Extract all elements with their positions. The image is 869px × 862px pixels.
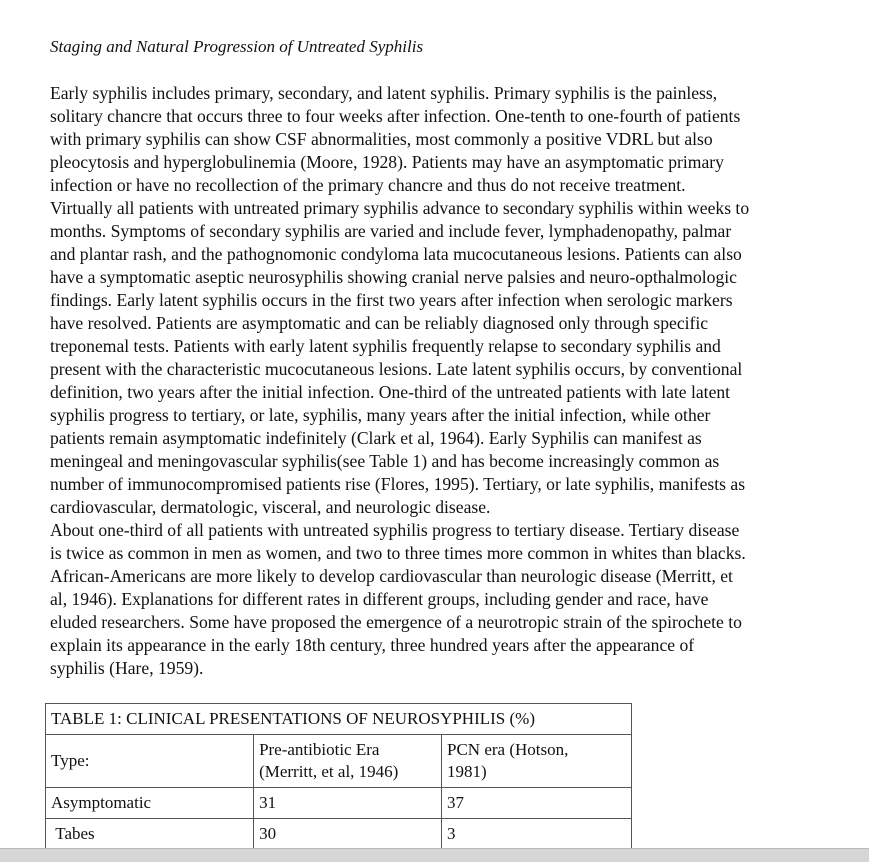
text-line: is twice as common in men as women, and two to three times more common in whites than blacks. <box>50 543 746 563</box>
text-line: eluded researchers. Some have proposed the emergence of a neurotropic strain of the spirochete to <box>50 612 742 632</box>
table-row <box>46 819 632 850</box>
text-line: findings. Early latent syphilis occurs in the first two years after infection when serologic markers <box>50 290 733 310</box>
text-line: months. Symptoms of secondary syphilis are varied and include fever, lymphadenopathy, palmar <box>50 221 732 241</box>
row-pre-antibiotic: 31 <box>254 788 442 819</box>
header-pcn-era <box>442 735 632 788</box>
header-pre-antibiotic-line2: (Merritt, et al, 1946) <box>259 762 399 781</box>
row-type-label: Tabes <box>55 824 95 843</box>
text-line: al, 1946). Explanations for different rates in different groups, including gender and race, have <box>50 589 709 609</box>
table-row <box>46 788 632 819</box>
text-line: definition, two years after the initial infection. One-third of the untreated patients with late latent <box>50 382 731 402</box>
row-pcn-era: 3 <box>442 819 632 850</box>
text-line: Virtually all patients with untreated primary syphilis advance to secondary syphilis within weeks to <box>50 198 750 218</box>
text-line: explain its appearance in the early 18th century, three hundred years after the appearance of <box>50 635 695 655</box>
text-line: About one-third of all patients with untreated syphilis progress to tertiary disease. Tertiary disease <box>50 520 740 540</box>
header-pcn-era-line2: 1981) <box>447 762 487 781</box>
text-line: Early syphilis includes primary, secondary, and latent syphilis. Primary syphilis is the painless, <box>50 83 718 103</box>
neurosyphilis-table <box>45 703 632 850</box>
text-line: treponemal tests. Patients with early latent syphilis frequently relapse to secondary syphilis and <box>50 336 721 356</box>
text-line: patients remain asymptomatic indefinitely (Clark et al, 1964). Early Syphilis can manifest as <box>50 428 702 448</box>
table-caption: TABLE 1: CLINICAL PRESENTATIONS OF NEUROSYPHILIS (%) <box>46 704 632 735</box>
body-text <box>50 82 865 680</box>
text-line: number of immunocompromised patients rise (Flores, 1995). Tertiary, or late syphilis, manifests as <box>50 474 746 494</box>
header-type: Type: <box>46 735 254 788</box>
row-type: Asymptomatic <box>46 788 254 819</box>
text-line: syphilis progress to tertiary, or late, syphilis, many years after the initial infection, while other <box>50 405 711 425</box>
text-line: cardiovascular, dermatologic, visceral, and neurologic disease. <box>50 497 491 517</box>
row-type <box>46 819 254 850</box>
header-pre-antibiotic-line1: Pre-antibiotic Era <box>259 740 380 759</box>
header-pcn-era-line1: PCN era (Hotson, <box>447 740 569 759</box>
section-heading: Staging and Natural Progression of Untreated Syphilis <box>50 37 424 56</box>
text-line: have resolved. Patients are asymptomatic and can be reliably diagnosed only through specific <box>50 313 709 333</box>
row-pre-antibiotic: 30 <box>254 819 442 850</box>
horizontal-scrollbar[interactable] <box>0 848 869 862</box>
text-line: pleocytosis and hyperglobulinemia (Moore, 1928). Patients may have an asymptomatic primary <box>50 152 724 172</box>
text-line: have a symptomatic aseptic neurosyphilis showing cranial nerve palsies and neuro-opthalmologic <box>50 267 737 287</box>
text-line: and plantar rash, and the pathognomonic condyloma lata mucocutaneous lesions. Patients can also <box>50 244 742 264</box>
text-line: syphilis (Hare, 1959). <box>50 658 204 678</box>
text-line: with primary syphilis can show CSF abnormalities, most commonly a positive VDRL but also <box>50 129 713 149</box>
header-pre-antibiotic <box>254 735 442 788</box>
table-header-row <box>46 735 632 788</box>
table-caption-row <box>46 704 632 735</box>
text-line: meningeal and meningovascular syphilis(see Table 1) and has become increasingly common as <box>50 451 720 471</box>
row-pcn-era: 37 <box>442 788 632 819</box>
text-line: infection or have no recollection of the primary chancre and thus do not receive treatment. <box>50 175 686 195</box>
text-line: solitary chancre that occurs three to four weeks after infection. One-tenth to one-fourth of patients <box>50 106 741 126</box>
text-line: present with the characteristic mucocutaneous lesions. Late latent syphilis occurs, by conventional <box>50 359 743 379</box>
text-line: African-Americans are more likely to develop cardiovascular than neurologic disease (Merritt, et <box>50 566 733 586</box>
